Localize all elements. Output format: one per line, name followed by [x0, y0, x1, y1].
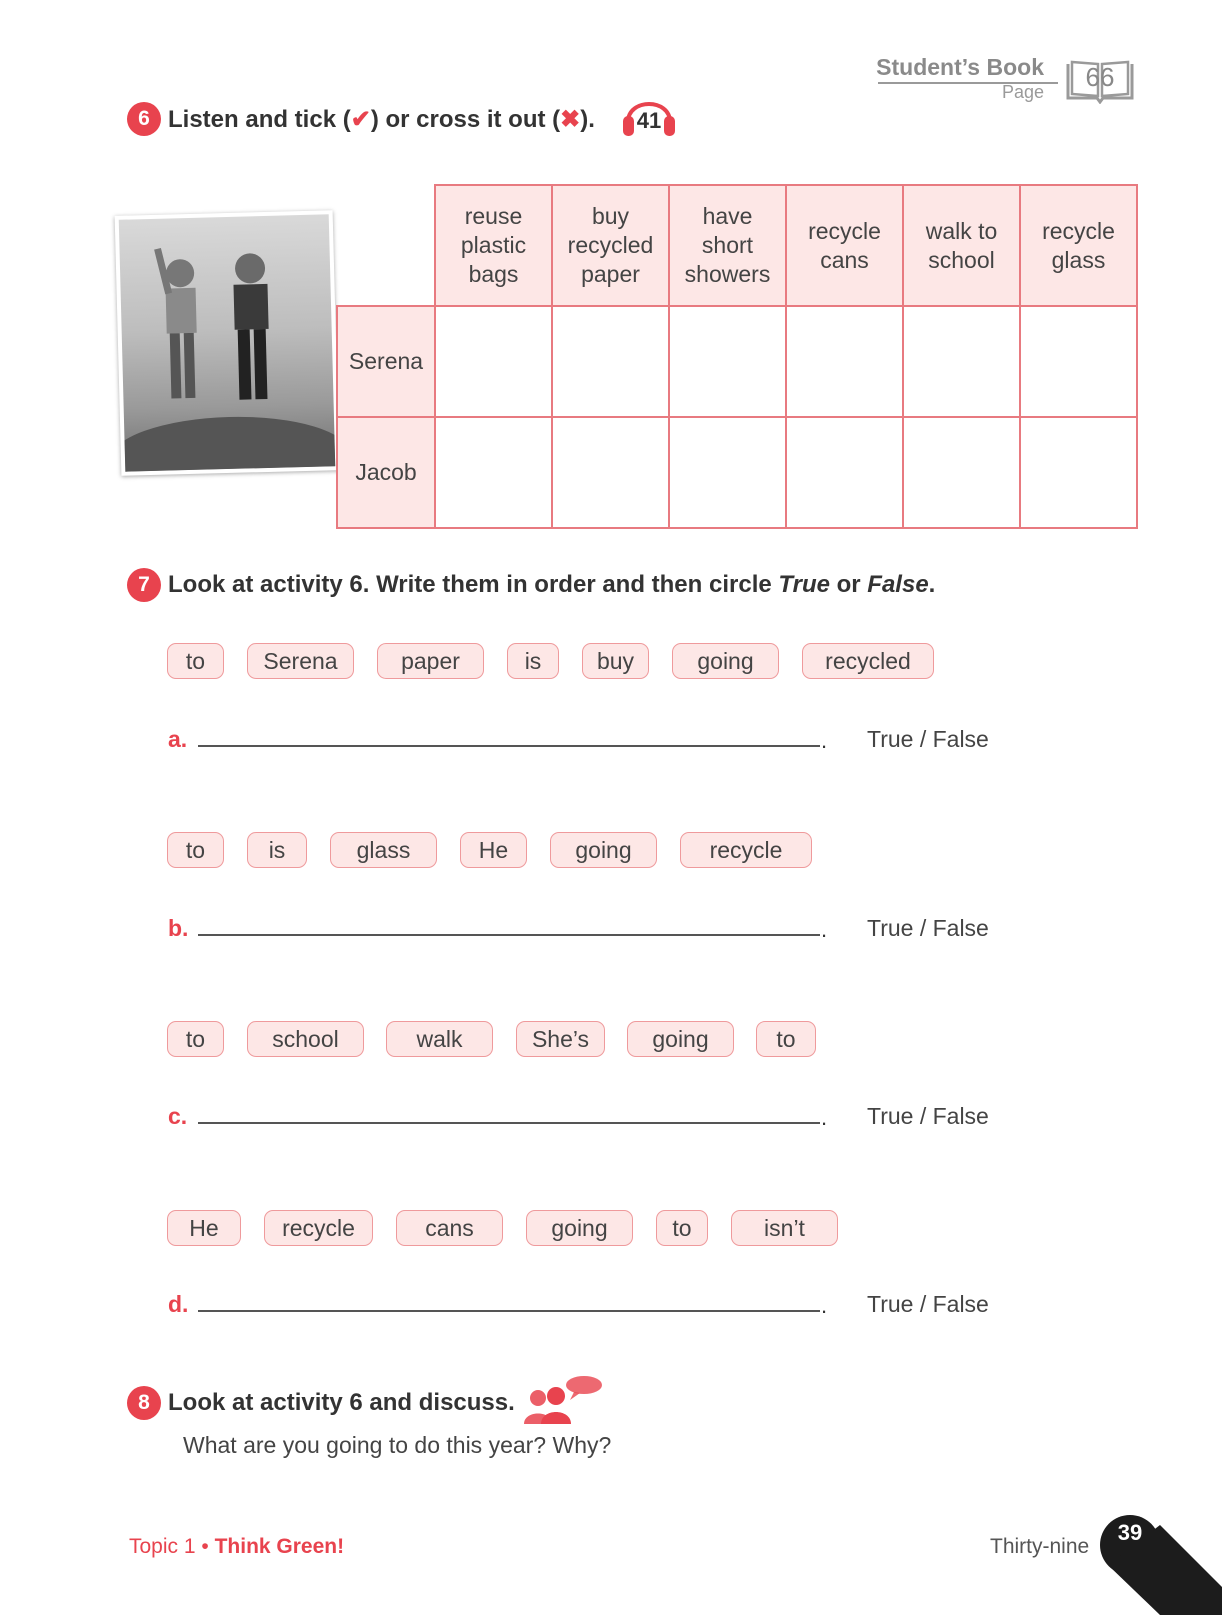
activity-7-number: 7	[127, 568, 161, 602]
word-chip[interactable]: is	[247, 832, 307, 868]
answer-cell[interactable]	[903, 306, 1020, 417]
answer-period: .	[821, 728, 828, 753]
column-header-recycle-cans: recycle cans	[786, 185, 903, 306]
word-chip[interactable]: going	[550, 832, 657, 868]
row-header-jacob: Jacob	[337, 417, 435, 528]
true-false-b[interactable]: True / False	[867, 915, 989, 941]
word-chip[interactable]: to	[167, 832, 224, 868]
answer-cell[interactable]	[669, 417, 786, 528]
true-false-c[interactable]: True / False	[867, 1103, 989, 1129]
word-chip[interactable]: He	[167, 1210, 241, 1246]
answer-period: .	[821, 917, 828, 942]
word-chip[interactable]: cans	[396, 1210, 503, 1246]
answer-cell[interactable]	[786, 417, 903, 528]
answer-line-b[interactable]	[198, 934, 820, 936]
photo-children-on-recycling	[115, 210, 340, 476]
answer-cell[interactable]	[552, 417, 669, 528]
word-chip[interactable]: to	[167, 1021, 224, 1057]
word-chip[interactable]: to	[756, 1021, 816, 1057]
column-header-buy-recycled-paper: buy recycled paper	[552, 185, 669, 306]
word-chip[interactable]: going	[627, 1021, 734, 1057]
topic-footer: Topic 1 • Think Green!	[129, 1535, 345, 1558]
word-chip[interactable]: going	[672, 643, 779, 679]
word-chip[interactable]: glass	[330, 832, 437, 868]
student-book-label: Student’s Book	[876, 54, 1044, 80]
item-letter-c: c.	[168, 1103, 188, 1129]
answer-cell[interactable]	[903, 417, 1020, 528]
word-chip[interactable]: paper	[377, 643, 484, 679]
word-chip[interactable]: to	[656, 1210, 708, 1246]
activity-8-number: 8	[127, 1386, 161, 1420]
activity-6-number: 6	[127, 102, 161, 136]
page-number-words: Thirty-nine	[990, 1535, 1090, 1558]
table-row	[337, 417, 1137, 528]
activity-6-instruction: Listen and tick (✔) or cross it out (✖).	[168, 106, 595, 133]
word-chip[interactable]: school	[247, 1021, 364, 1057]
answer-line-c[interactable]	[198, 1122, 820, 1124]
true-false-a[interactable]: True / False	[867, 726, 989, 752]
answer-cell[interactable]	[669, 306, 786, 417]
cross-icon: ✖	[560, 106, 581, 133]
item-letter-a: a.	[168, 726, 188, 752]
tick-cross-table	[336, 184, 1138, 529]
answer-cell[interactable]	[1020, 417, 1137, 528]
table-corner	[337, 185, 435, 306]
discussion-question: What are you going to do this year? Why?	[183, 1432, 612, 1458]
answer-cell[interactable]	[435, 306, 552, 417]
page-label: Page	[1001, 82, 1044, 102]
word-chip[interactable]: recycle	[680, 832, 812, 868]
answer-line-d[interactable]	[198, 1310, 820, 1312]
answer-line-a[interactable]	[198, 745, 820, 747]
word-chip[interactable]: recycle	[264, 1210, 373, 1246]
column-header-reuse-plastic-bags: reuse plastic bags	[435, 185, 552, 306]
answer-period: .	[821, 1293, 828, 1318]
page-number: 39	[1117, 1520, 1143, 1545]
true-false-d[interactable]: True / False	[867, 1291, 989, 1317]
word-chip[interactable]: walk	[386, 1021, 493, 1057]
item-letter-d: d.	[168, 1291, 189, 1317]
activity-7-instruction: Look at activity 6. Write them in order and then circle True or False.	[168, 571, 936, 598]
word-chip[interactable]: buy	[582, 643, 649, 679]
word-chip[interactable]: isn’t	[731, 1210, 838, 1246]
table-row	[337, 306, 1137, 417]
word-chip[interactable]: Serena	[247, 643, 354, 679]
row-header-serena: Serena	[337, 306, 435, 417]
audio-track-number: 41	[636, 108, 662, 133]
answer-cell[interactable]	[552, 306, 669, 417]
reference-page-number: 66	[1085, 62, 1115, 92]
activity-8-instruction: Look at activity 6 and discuss.	[168, 1389, 515, 1416]
column-header-walk-to-school: walk to school	[903, 185, 1020, 306]
word-chip[interactable]: to	[167, 643, 224, 679]
answer-cell[interactable]	[1020, 306, 1137, 417]
answer-cell[interactable]	[786, 306, 903, 417]
word-chip[interactable]: is	[507, 643, 559, 679]
column-header-recycle-glass: recycle glass	[1020, 185, 1137, 306]
word-chip[interactable]: going	[526, 1210, 633, 1246]
answer-cell[interactable]	[435, 417, 552, 528]
word-chip[interactable]: He	[460, 832, 527, 868]
tick-icon: ✔	[350, 106, 371, 133]
item-letter-b: b.	[168, 915, 189, 941]
word-chip[interactable]: She’s	[516, 1021, 605, 1057]
discussion-icon	[522, 1374, 604, 1426]
column-header-have-short-showers: have short showers	[669, 185, 786, 306]
word-chip[interactable]: recycled	[802, 643, 934, 679]
answer-period: .	[821, 1105, 828, 1130]
